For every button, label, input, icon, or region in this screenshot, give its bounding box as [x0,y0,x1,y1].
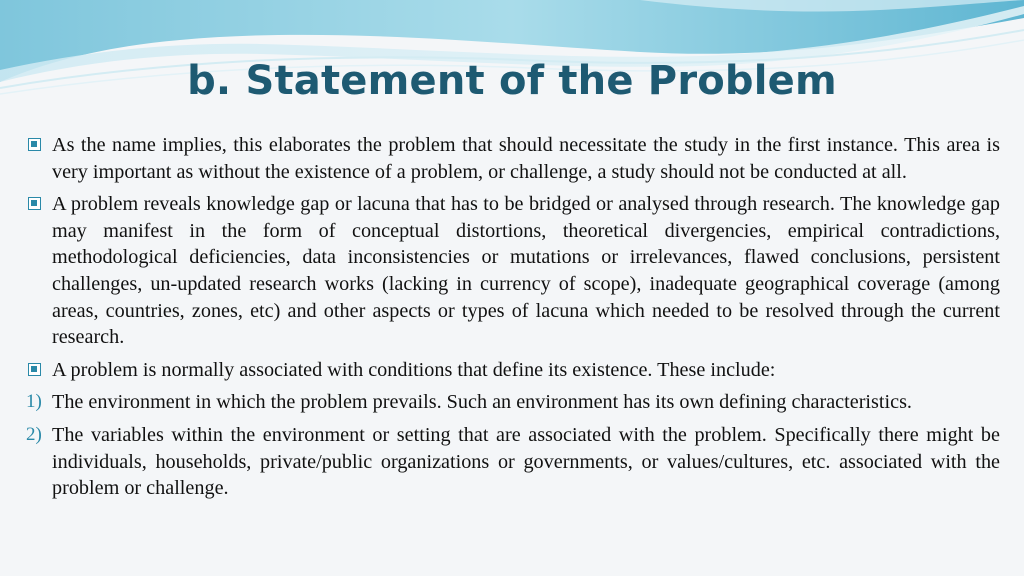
checkbox-bullet-icon [28,138,41,151]
numbered-item [26,422,1000,502]
item-number: 1) [26,391,42,413]
item-number: 2) [26,423,42,445]
bullet-text: A problem is normally associated with conditions that define its existence. These include: [52,358,776,381]
checkbox-bullet-icon [28,363,41,376]
slide-content [26,132,1000,508]
bullet-item [26,132,1000,185]
checkbox-bullet-icon [28,197,41,210]
bullet-item [26,191,1000,351]
bullet-text: As the name implies, this elaborates the problem that should necessitate the study in the first instance. This area is very important as without the existence of a problem, or challenge, a study should not be conducted at all. [52,134,1000,183]
numbered-text: The environment in which the problem prevails. Such an environment has its own defining characteristics. [52,391,912,414]
bullet-text: A problem reveals knowledge gap or lacuna that has to be bridged or analysed through research. The knowledge gap may manifest in the form of conceptual distortions, theoretical divergencies, empirical contradictions, methodological deficiencies, data inconsistencies or mutations or irrelevances, flawed conclusions, persistent challenges, un-updated research works (lacking in currency of scope), inadequate geographical coverage (among areas, countries, zones, etc) and other aspects or types of lacuna which needed to be resolved through the current research. [52,193,1000,349]
numbered-item [26,389,1000,416]
bullet-item [26,357,1000,384]
numbered-text: The variables within the environment or setting that are associated with the problem. Specifically there might be individuals, households, private/public organizations or governments, or values/cultures, etc. associated with the problem or challenge. [52,423,1000,500]
slide-title: b. Statement of the Problem [187,58,837,104]
